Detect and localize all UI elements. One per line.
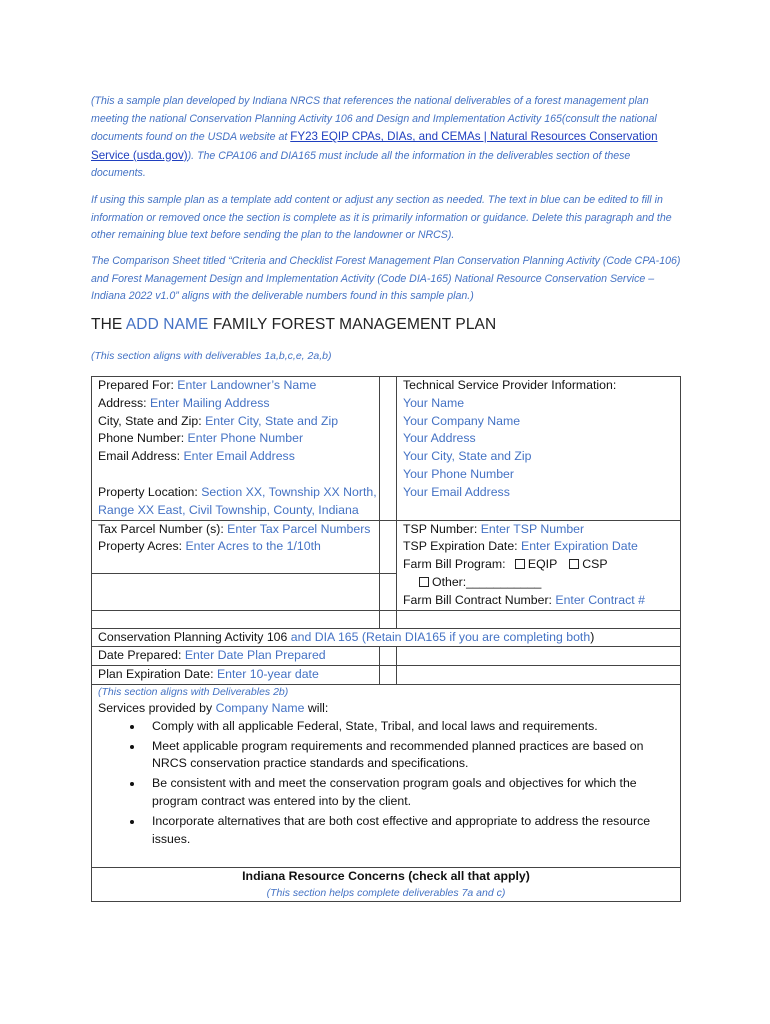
tax-parcel-field[interactable]: Enter Tax Parcel Numbers bbox=[227, 521, 371, 536]
activity-row: Conservation Planning Activity 106 and DIA 165 (Retain DIA165 if you are completing both) bbox=[92, 628, 681, 647]
empty-cell bbox=[397, 666, 681, 685]
resource-concerns-note: (This section helps complete deliverables 7a and c) bbox=[266, 886, 506, 899]
city-row: City, State and Zip: Enter City, State and Zip bbox=[98, 413, 339, 428]
empty-cell bbox=[397, 610, 681, 628]
resource-concerns-cell bbox=[92, 867, 681, 901]
other-checkbox[interactable] bbox=[419, 577, 429, 587]
intro-paragraph-1: (This a sample plan developed by Indiana NRCS that references the national deliverables of a forest management plan meeting the national Conservation Planning Activity 106 and Design and Implementation Activity 165(consult the national documents found on the USDA website at FY23 EQIP CPAs, DIAs, and CEMAs | Natural Resources Conservation Service (usda.gov)). The CPA106 and DIA165 must include all the information in the deliverables section of these documents. bbox=[91, 95, 658, 179]
tax-parcel-row: Tax Parcel Number (s): Enter Tax Parcel Numbers bbox=[98, 521, 371, 536]
landowner-name-field[interactable]: Enter Landowner’s Name bbox=[177, 378, 317, 392]
phone-row: Phone Number: Enter Phone Number bbox=[98, 431, 304, 446]
spacer-cell bbox=[380, 377, 397, 521]
services-cell bbox=[92, 684, 681, 867]
company-name-field[interactable]: Company Name bbox=[215, 700, 305, 715]
list-item: • Meet applicable program requirements and recommended planned practices are based on NRCS conservation practice standards and specifications. bbox=[144, 738, 680, 774]
services-list bbox=[98, 718, 680, 849]
tsp-expiration-row: TSP Expiration Date: Enter Expiration Date bbox=[403, 539, 638, 554]
deliverables-note: (This section aligns with deliverables 1a,b,c,e, 2a,b) bbox=[91, 350, 332, 362]
city-state-zip-field[interactable]: Enter City, State and Zip bbox=[205, 413, 339, 428]
tsp-number-cell bbox=[397, 520, 681, 610]
title-name-placeholder[interactable]: ADD NAME bbox=[125, 316, 209, 333]
spacer-cell bbox=[380, 520, 397, 573]
landowner-cell bbox=[92, 377, 380, 521]
property-acres-field[interactable]: Enter Acres to the 1/10th bbox=[185, 539, 321, 554]
tsp-company-field[interactable]: Your Company Name bbox=[403, 413, 521, 428]
dia-note[interactable]: and DIA 165 (Retain DIA165 if you are completing both bbox=[287, 629, 591, 644]
services-intro: Services provided by Company Name will: bbox=[98, 700, 329, 715]
spacer-cell bbox=[380, 666, 397, 685]
contract-number-field[interactable]: Enter Contract # bbox=[555, 592, 645, 607]
tsp-name-field[interactable]: Your Name bbox=[403, 395, 465, 410]
tsp-number-field[interactable]: Enter TSP Number bbox=[480, 521, 585, 536]
date-prepared-row: Date Prepared: Enter Date Plan Prepared bbox=[92, 647, 380, 666]
empty-cell bbox=[397, 647, 681, 666]
tsp-email-field[interactable]: Your Email Address bbox=[403, 484, 510, 499]
list-item: • Incorporate alternatives that are both cost effective and appropriate to address the resource issues. bbox=[144, 813, 680, 849]
tsp-address-field[interactable]: Your Address bbox=[403, 431, 476, 446]
spacer-cell bbox=[380, 610, 397, 628]
spacer-cell bbox=[380, 573, 397, 610]
property-location-row: Property Location: Section XX, Township XX North, Range XX East, Civil Township, County, Indiana bbox=[98, 484, 377, 517]
email-address-field[interactable]: Enter Email Address bbox=[183, 449, 295, 464]
contract-number-row: Farm Bill Contract Number: Enter Contract # bbox=[403, 592, 645, 607]
other-program-field[interactable]: Other:___________ bbox=[432, 574, 542, 589]
empty-cell bbox=[92, 610, 380, 628]
intro-paragraph-2: If using this sample plan as a template add content or adjust any section as needed. The text in blue can be edited to fill in information or removed once the section is complete as it is primarily information or guidance. Delete this paragraph and the other remaining blue text before sending the plan to the landowner or NRCS). bbox=[91, 194, 672, 241]
tsp-number-row: TSP Number: Enter TSP Number bbox=[403, 521, 585, 536]
farm-bill-row: Farm Bill Program: EQIP CSP bbox=[403, 557, 608, 572]
plan-expiration-row: Plan Expiration Date: Enter 10-year date bbox=[92, 666, 380, 685]
email-row: Email Address: Enter Email Address bbox=[98, 449, 295, 464]
resource-concerns-title: Indiana Resource Concerns (check all that apply) bbox=[242, 868, 530, 883]
tsp-city-field[interactable]: Your City, State and Zip bbox=[403, 449, 532, 464]
plan-title: THE ADD NAME FAMILY FOREST MANAGEMENT PLAN bbox=[91, 316, 497, 333]
intro-paragraph-3: The Comparison Sheet titled “Criteria and Checklist Forest Management Plan Conservation Planning Activity (Code CPA-106) and Forest Management Design and Implementation Activity (Code DIA-165) National Resource Conservation Service – Indiana 2022 v1.0” aligns with the deliverable numbers found in this sample plan.) bbox=[91, 255, 681, 302]
phone-number-field[interactable]: Enter Phone Number bbox=[187, 431, 304, 446]
tsp-header: Technical Service Provider Information: bbox=[403, 378, 617, 392]
other-program-row bbox=[403, 574, 680, 592]
tsp-expiration-field[interactable]: Enter Expiration Date bbox=[521, 539, 638, 554]
property-location-field[interactable]: Section XX, Township XX North, Range XX East, Civil Township, County, Indiana bbox=[98, 484, 377, 517]
list-item: • Comply with all applicable Federal, State, Tribal, and local laws and requirements. bbox=[144, 718, 680, 736]
property-acres-row: Property Acres: Enter Acres to the 1/10th bbox=[98, 539, 321, 554]
empty-cell bbox=[92, 573, 380, 610]
list-item: • Be consistent with and meet the conservation program goals and objectives for which the program contract was entered into by the client. bbox=[144, 775, 680, 811]
csp-checkbox[interactable] bbox=[569, 559, 579, 569]
plan-expiration-field[interactable]: Enter 10-year date bbox=[216, 667, 319, 682]
plan-info-table bbox=[91, 376, 681, 902]
usda-link[interactable]: FY23 EQIP CPAs, DIAs, and CEMAs | Natural Resources Conservation Service (usda.gov) bbox=[91, 130, 658, 162]
address-row: Address: Enter Mailing Address bbox=[98, 395, 270, 410]
mailing-address-field[interactable]: Enter Mailing Address bbox=[149, 395, 270, 410]
services-deliverables-note: (This section aligns with Deliverables 2b) bbox=[98, 685, 289, 698]
eqip-checkbox[interactable] bbox=[515, 559, 525, 569]
parcel-cell bbox=[92, 520, 380, 573]
tsp-phone-field[interactable]: Your Phone Number bbox=[403, 466, 514, 481]
date-prepared-field[interactable]: Enter Date Plan Prepared bbox=[184, 648, 326, 663]
spacer-cell bbox=[380, 647, 397, 666]
prepared-for-row: Prepared For: Enter Landowner’s Name bbox=[98, 378, 317, 392]
tsp-cell bbox=[397, 377, 681, 521]
